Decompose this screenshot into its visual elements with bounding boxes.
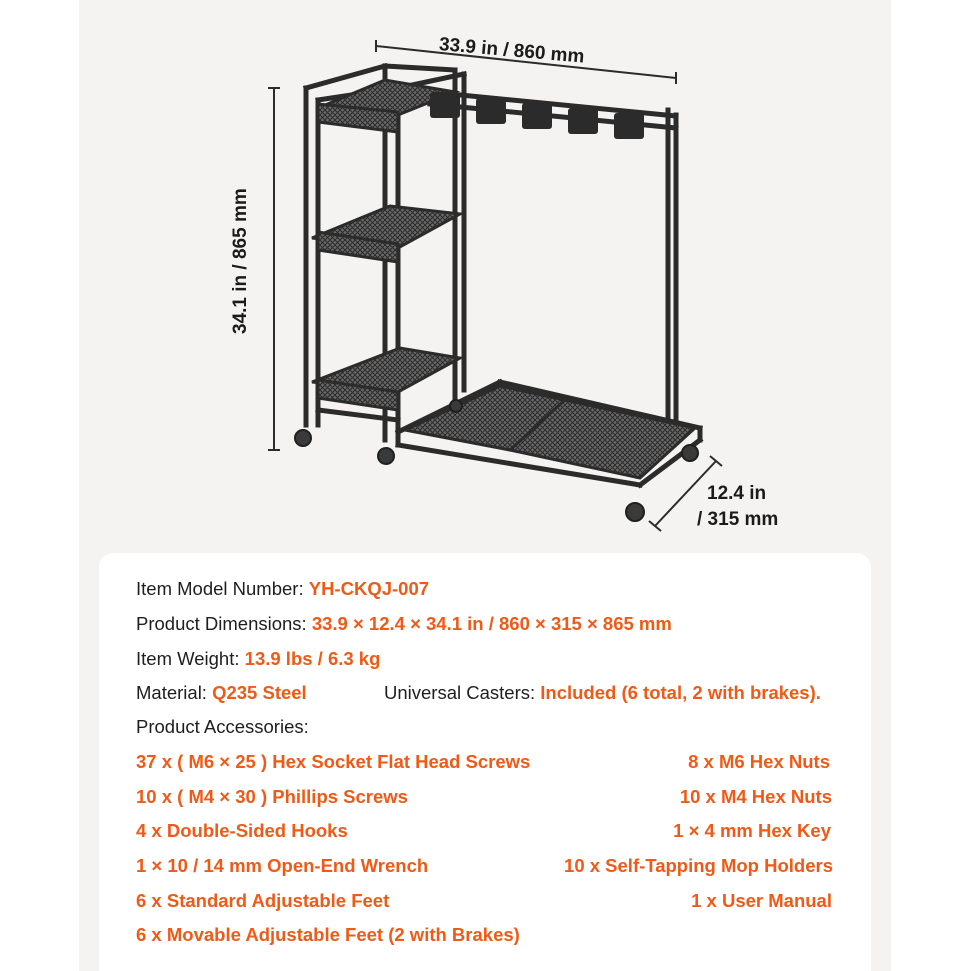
accessory-left-1: 37 x ( M6 × 25 ) Hex Socket Flat Head Screws xyxy=(136,751,531,772)
accessory-left-6: 6 x Movable Adjustable Feet (2 with Brakes) xyxy=(136,924,520,945)
accessory-right-2: 10 x M4 Hex Nuts xyxy=(679,786,832,807)
item-weight-label: Item Weight: xyxy=(136,648,245,669)
product-dimensions-label: Product Dimensions: xyxy=(136,613,312,634)
item-model-number-value: YH-CKQJ-007 xyxy=(308,578,430,599)
height-dimension-line xyxy=(268,88,280,450)
material-label: Material: xyxy=(136,682,213,703)
item-weight-value: 13.9 lbs / 6.3 kg xyxy=(244,648,381,669)
accessory-right-4: 10 x Self-Tapping Mop Holders xyxy=(564,855,833,876)
width-dimension-label: 33.9 in / 860 mm xyxy=(438,34,586,68)
item-model-number xyxy=(136,578,429,600)
accessory-left-2: 10 x ( M4 × 30 ) Phillips Screws xyxy=(136,786,408,807)
accessory-right-1: 8 x M6 Hex Nuts xyxy=(688,751,830,772)
item-model-number-label: Item Model Number: xyxy=(136,578,309,599)
depth-dimension-label-line2: / 315 mm xyxy=(697,509,779,530)
accessory-right-5: 1 x User Manual xyxy=(691,890,832,911)
accessory-left-4: 1 × 10 / 14 mm Open-End Wrench xyxy=(136,855,429,876)
material-value: Q235 Steel xyxy=(212,682,307,703)
accessory-right-3: 1 × 4 mm Hex Key xyxy=(673,820,831,841)
height-dimension-label: 34.1 in / 865 mm xyxy=(230,188,251,334)
material xyxy=(136,682,307,704)
universal-casters-value: Included (6 total, 2 with brakes). xyxy=(540,682,821,703)
product-accessories-heading: Product Accessories: xyxy=(136,716,309,737)
depth-dimension-label-line1: 12.4 in xyxy=(707,483,767,504)
product-dimensions-value: 33.9 × 12.4 × 34.1 in / 860 × 315 × 865 mm xyxy=(311,613,672,634)
product-dimensions xyxy=(136,613,672,635)
universal-casters xyxy=(384,682,821,704)
item-weight xyxy=(136,648,380,670)
universal-casters-label: Universal Casters: xyxy=(384,682,541,703)
accessory-left-3: 4 x Double-Sided Hooks xyxy=(136,820,348,841)
accessory-left-5: 6 x Standard Adjustable Feet xyxy=(136,890,390,911)
